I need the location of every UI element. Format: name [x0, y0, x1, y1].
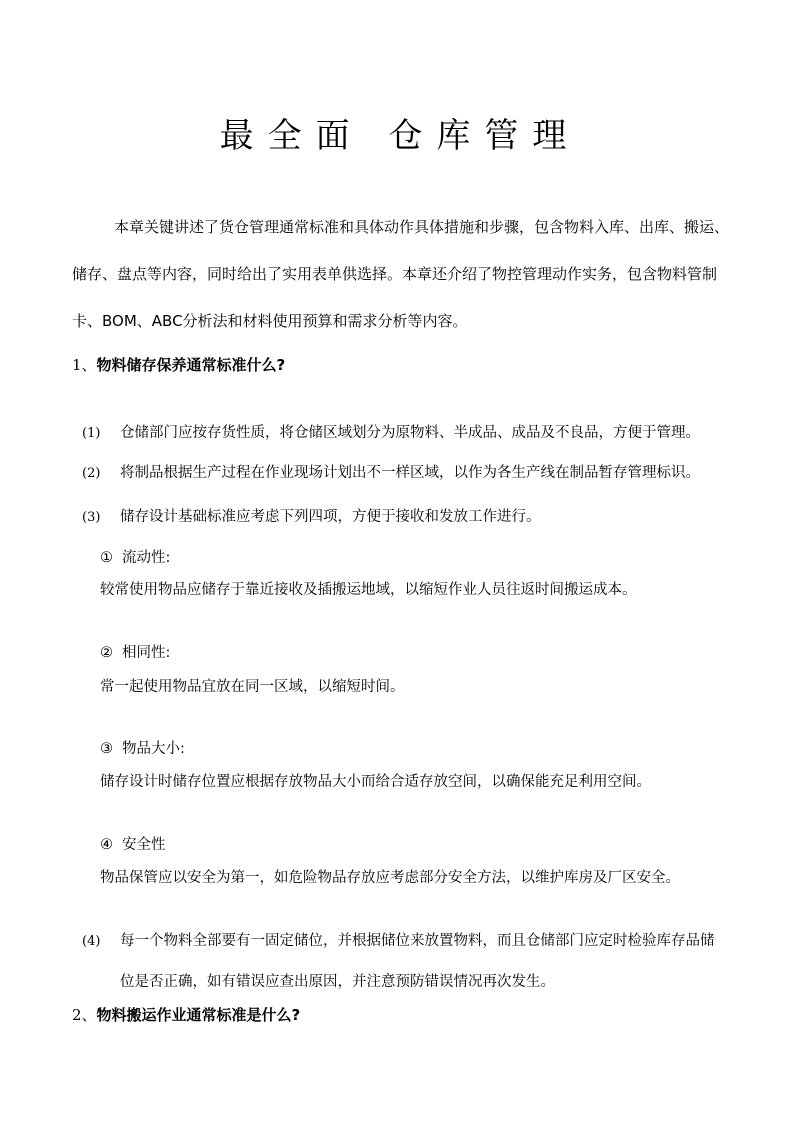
list-item — [82, 421, 742, 442]
sub-item-label — [100, 546, 170, 567]
intro-paragraph: 本章关键讲述了货仓管理通常标准和具体动作具体措施和步骤，包含物料入库、出库、搬运、储存、盘点等内容，同时给出了实用表单供选择。本章还介绍了物控管理动作实务，包含物料管制卡、BOM、ABC分析法和材料使用预算和需求分析等内容。 — [72, 218, 730, 330]
list-item — [82, 461, 742, 482]
sub-item-marker: ④ — [100, 837, 113, 853]
section-1-title: 物料储存保养通常标准什么? — [96, 356, 286, 374]
list-item-number: (3) — [82, 510, 101, 525]
list-item-text: 每一个物料全部要有一固定储位，并根据储位来放置物料，而且仓储部门应定时检验库存品储 — [120, 933, 715, 949]
sub-item-text: 较常使用物品应储存于靠近接收及插搬运地域，以缩短作业人员往返时间搬运成本。 — [100, 582, 637, 598]
sub-item-title: 相同性: — [122, 645, 171, 661]
sub-item-text: 常一起使用物品宜放在同一区域，以缩短时间。 — [100, 679, 405, 695]
sub-item-text: 储存设计时储存位置应根据存放物品大小而给合适存放空间，以确保能充足利用空间。 — [100, 774, 651, 790]
section-2-number: 2、 — [72, 1006, 97, 1024]
list-item — [82, 929, 742, 950]
sub-item-marker: ① — [100, 550, 113, 566]
list-item-continuation: 位是否正确，如有错误应查出原因，并注意预防错误情况再次发生。 — [120, 974, 555, 990]
list-item-text: 储存设计基础标准应考虑下列四项，方便于接收和发放工作进行。 — [120, 509, 541, 525]
sub-item-text: 物品保管应以安全为第一，如危险物品存放应考虑部分安全方法，以维护库房及厂区安全。 — [100, 870, 680, 886]
sub-item-marker: ③ — [100, 741, 113, 757]
sub-item-label — [100, 737, 185, 758]
sub-item-label — [100, 641, 170, 662]
sub-item-title: 物品大小: — [122, 741, 185, 757]
sub-item-title: 安全性 — [122, 837, 166, 853]
section-2-title: 物料搬运作业通常标准是什么? — [96, 1006, 301, 1024]
page-title: 最全面 仓库管理 — [219, 116, 581, 156]
list-item-text: 将制品根据生产过程在作业现场计划出不一样区域，以作为各生产线在制品暂存管理标识。 — [120, 465, 700, 481]
list-item-number: (4) — [82, 934, 101, 949]
section-2-heading — [72, 1004, 300, 1025]
sub-item-label — [100, 833, 166, 854]
list-item — [82, 505, 742, 526]
section-1-number: 1、 — [72, 356, 97, 374]
sub-item-marker: ② — [100, 645, 113, 661]
list-item-text: 仓储部门应按存货性质，将仓储区域划分为原物料、半成品、成品及不良品，方便于管理。 — [120, 425, 700, 441]
section-1-heading — [72, 354, 285, 375]
sub-item-title: 流动性: — [122, 550, 171, 566]
list-item-number: (2) — [82, 466, 101, 481]
list-item-number: (1) — [82, 426, 101, 441]
